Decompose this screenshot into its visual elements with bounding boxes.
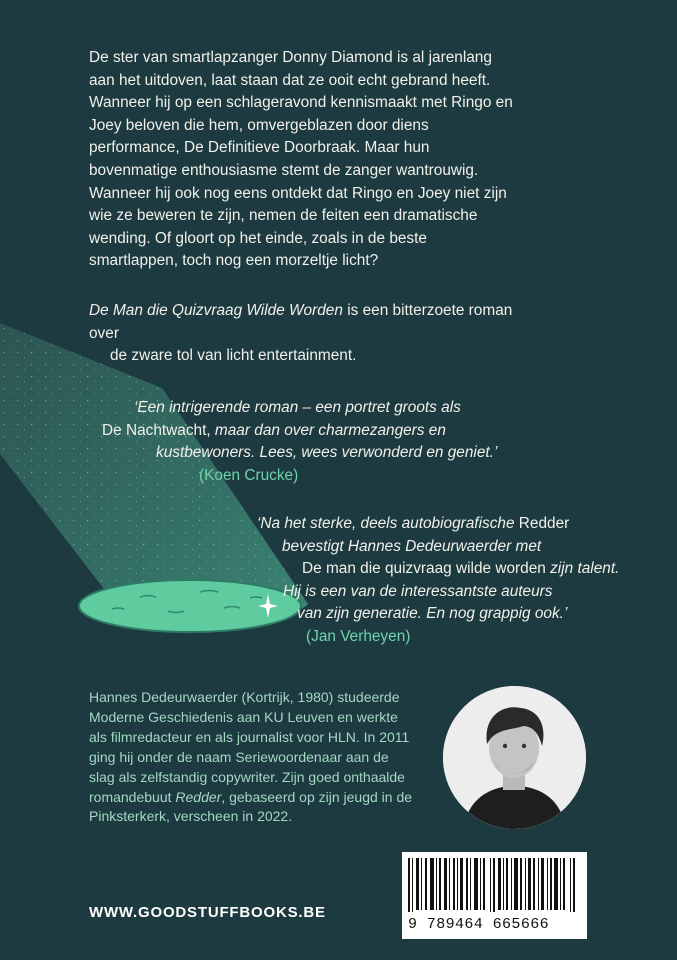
quote2-line2: bevestigt Hannes Dedeurwaerder met [282, 537, 542, 555]
quote2-author: (Jan Verheyen) [306, 627, 411, 645]
quote1-line1: ‘Een intrigerende roman – een portret groots als [134, 399, 461, 416]
bio-line-2: Moderne Geschiedenis aan KU Leuven en werkte [89, 708, 398, 725]
quote1-line2-plain: De Nachtwacht, [102, 421, 215, 439]
bio-line-5: slag als zelfstandig copywriter. Zijn goed onthaalde [89, 768, 405, 785]
author-photo [443, 686, 586, 829]
synopsis-summary [89, 300, 529, 368]
quote2-line3-plain: De man die quizvraag wilde worden [302, 560, 551, 578]
bio-line-3: als filmredacteur en als journalist voor HLN. In 2011 [89, 728, 410, 745]
review-quote-2 [257, 513, 619, 649]
summary-text-1: is een bitterzoete roman over [89, 302, 513, 342]
quote2-line1-italic: ‘Na het sterke, deels autobiografische [257, 515, 519, 532]
quote2-line1-plain: Redder [518, 515, 570, 532]
quote2-line3-italic: zijn talent. [550, 560, 620, 578]
bio-line-6-plain: romandebuut [89, 788, 176, 805]
quote1-line2-italic: maar dan over charmezangers en [214, 421, 446, 439]
author-portrait-icon [443, 686, 586, 829]
review-quote-1 [102, 397, 498, 487]
bio-line-7: Pinksterkerk, verscheen in 2022. [89, 808, 293, 825]
quote1-author: (Koen Crucke) [199, 466, 299, 484]
book-title: De Man die Quizvraag Wilde Worden [89, 302, 343, 319]
quote2-line5: van zijn generatie. En nog grappig ook.’ [297, 605, 568, 623]
isbn-number: 9 789464 665666 [408, 916, 550, 933]
author-bio [89, 688, 434, 827]
bio-line-6-rest: , gebaseerd op zijn jeugd in de [221, 788, 413, 805]
synopsis-paragraph: De ster van smartlapzanger Donny Diamond is al jarenlang aan het uitdoven, laat staan dat ze ooit echt gebrand heeft. Wanneer hij op een schlageravond kennismaakt met Ringo en Joey beloven die hem, omvergeblazen door diens performance, De Definitieve Doorbraak. Maar hun bovenmatige enthousiasme stemt de zanger wantrouwig. Wanneer hij ook nog eens ontdekt dat Ringo en Joey niet zijn wie ze beweren te zijn, nemen de feiten een dramatische wending. Of gloort op het einde, zoals in de beste smartlappen, toch nog een morzeltje licht? [89, 49, 513, 270]
quote2-line4: Hij is een van de interessantste auteurs [283, 582, 553, 600]
barcode-bars [402, 852, 587, 912]
publisher-website[interactable]: WWW.GOODSTUFFBOOKS.BE [89, 904, 326, 921]
bio-line-1: Hannes Dedeurwaerder (Kortrijk, 1980) studeerde [89, 689, 400, 705]
bio-line-6-italic: Redder [175, 788, 222, 805]
bio-line-4: ging hij onder de naam Seriewoordenaar aan de [89, 748, 389, 765]
summary-text-2: de zware tol van licht entertainment. [110, 347, 357, 365]
quote1-line3: kustbewoners. Lees, wees verwonderd en geniet.’ [156, 444, 498, 462]
